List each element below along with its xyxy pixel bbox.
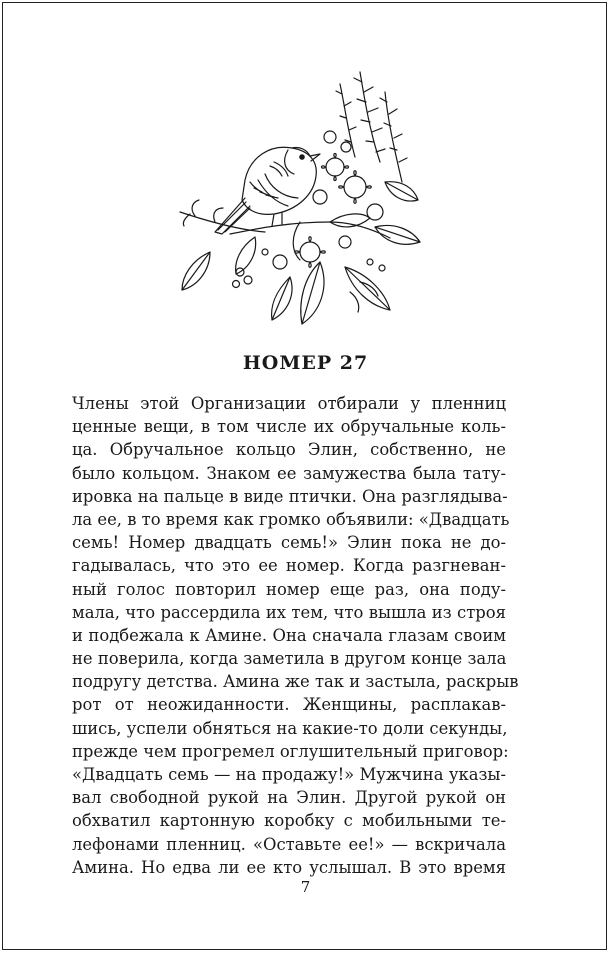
text-line: было кольцом. Знаком ее замужества была тату- — [72, 463, 506, 483]
page-number: 7 — [300, 878, 311, 896]
text-line: Амина. Но едва ли ее кто услышал. В это время — [72, 857, 506, 877]
text-line: семь! Номер двадцать семь!» Элин пока не до- — [72, 533, 506, 553]
text-line: прежде чем прогремел оглушительный приговор: — [72, 741, 509, 761]
text-line: ца. Обручальное кольцо Элин, собственно, не — [72, 440, 506, 460]
text-line: ла ее, в то время как громко объявили: «Двадцать — [72, 509, 510, 529]
text-line: рот от неожиданности. Женщины, расплакав- — [72, 695, 506, 715]
text-line: подругу детства. Амина же так и застыла, раскрыв — [72, 672, 519, 692]
text-line: шись, успели обняться на какие-то доли секунды, — [72, 718, 508, 738]
text-line: не поверила, когда заметила в другом конце зала — [72, 649, 507, 669]
text-line: ценные вещи, в том числе их обручальные коль- — [72, 417, 506, 437]
text-line: лефонами пленниц. «Оставьте ее!» — вскричала — [72, 834, 506, 854]
text-line: и подбежала к Амине. Она сначала глазам своим — [72, 625, 506, 645]
body-text — [72, 392, 519, 879]
text-line: ировка на пальце в виде птички. Она разглядыва- — [72, 486, 508, 506]
text-line: обхватил картонную коробку с мобильными те- — [72, 811, 506, 831]
text-line: Члены этой Организации отбирали у пленниц — [72, 394, 506, 413]
bird-floral-illustration — [170, 62, 430, 330]
text-line: гадывалась, что это ее номер. Когда разгневан- — [72, 556, 506, 576]
text-line: вал свободной рукой на Элин. Другой рукой он — [72, 788, 506, 808]
text-line: «Двадцать семь — на продажу!» Мужчина указы- — [72, 765, 506, 784]
text-line: ный голос повторил номер еще раз, она поду- — [72, 579, 506, 599]
text-line: мала, что рассердила их тем, что вышла из строя — [72, 602, 506, 622]
chapter-title: НОМЕР 27 — [242, 352, 369, 374]
